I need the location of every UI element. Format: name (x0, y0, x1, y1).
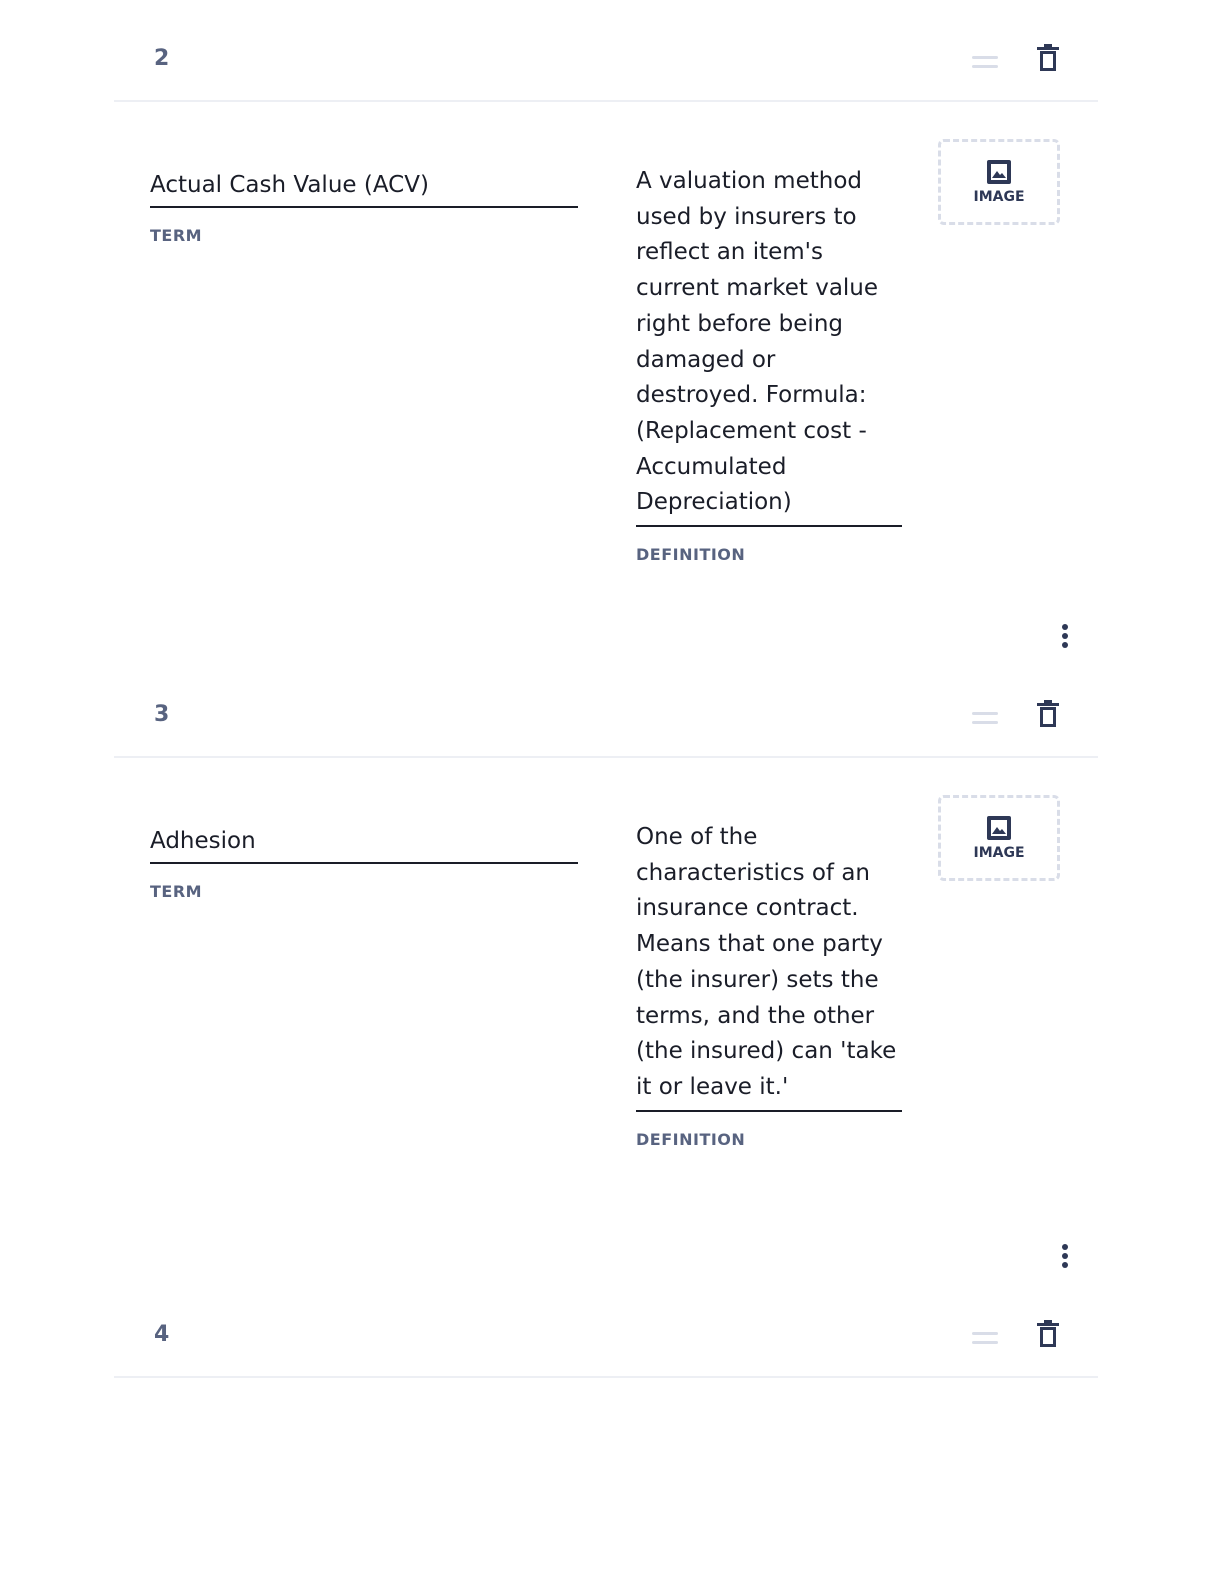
term-card (114, 672, 1098, 1318)
definition-label: DEFINITION (636, 1129, 746, 1149)
card-header (114, 1292, 1098, 1378)
card-body (114, 758, 1098, 1318)
image-label: IMAGE (973, 189, 1025, 205)
definition-input[interactable]: One of the characteristics of an insurance contract. Means that one party (the insurer) sets the terms, and the other (the insured) can 'take it or leave it.' (636, 820, 902, 1112)
term-label: TERM (150, 226, 203, 245)
image-icon (986, 159, 1012, 185)
card-header (114, 16, 1098, 102)
more-vertical-icon[interactable] (1058, 624, 1072, 652)
trash-icon[interactable] (1036, 44, 1060, 72)
term-input[interactable]: Adhesion (150, 824, 578, 864)
card-header (114, 672, 1098, 758)
drag-handle-icon[interactable] (972, 712, 998, 724)
card-number: 2 (154, 46, 170, 71)
image-label: IMAGE (973, 845, 1025, 861)
trash-icon[interactable] (1036, 700, 1060, 728)
definition-input[interactable]: A valuation method used by insurers to reflect an item's current market value right before being damaged or destroyed. Formula: (Replacement cost - Accumulated Depreciation) (636, 164, 902, 527)
term-card (114, 1292, 1098, 1378)
term-label: TERM (150, 882, 203, 901)
definition-field[interactable] (636, 820, 902, 1149)
add-image-button[interactable] (938, 139, 1060, 225)
trash-icon[interactable] (1036, 1320, 1060, 1348)
image-icon (986, 815, 1012, 841)
definition-label: DEFINITION (636, 545, 746, 565)
term-input[interactable]: Actual Cash Value (ACV) (150, 168, 578, 208)
card-number: 3 (154, 702, 170, 727)
definition-field[interactable] (636, 164, 902, 564)
term-field[interactable] (150, 824, 578, 901)
term-card (114, 16, 1098, 662)
card-body (114, 102, 1098, 662)
term-field[interactable] (150, 168, 578, 245)
more-vertical-icon[interactable] (1058, 1244, 1072, 1272)
add-image-button[interactable] (938, 795, 1060, 881)
drag-handle-icon[interactable] (972, 56, 998, 68)
card-number: 4 (154, 1322, 170, 1347)
drag-handle-icon[interactable] (972, 1332, 998, 1344)
